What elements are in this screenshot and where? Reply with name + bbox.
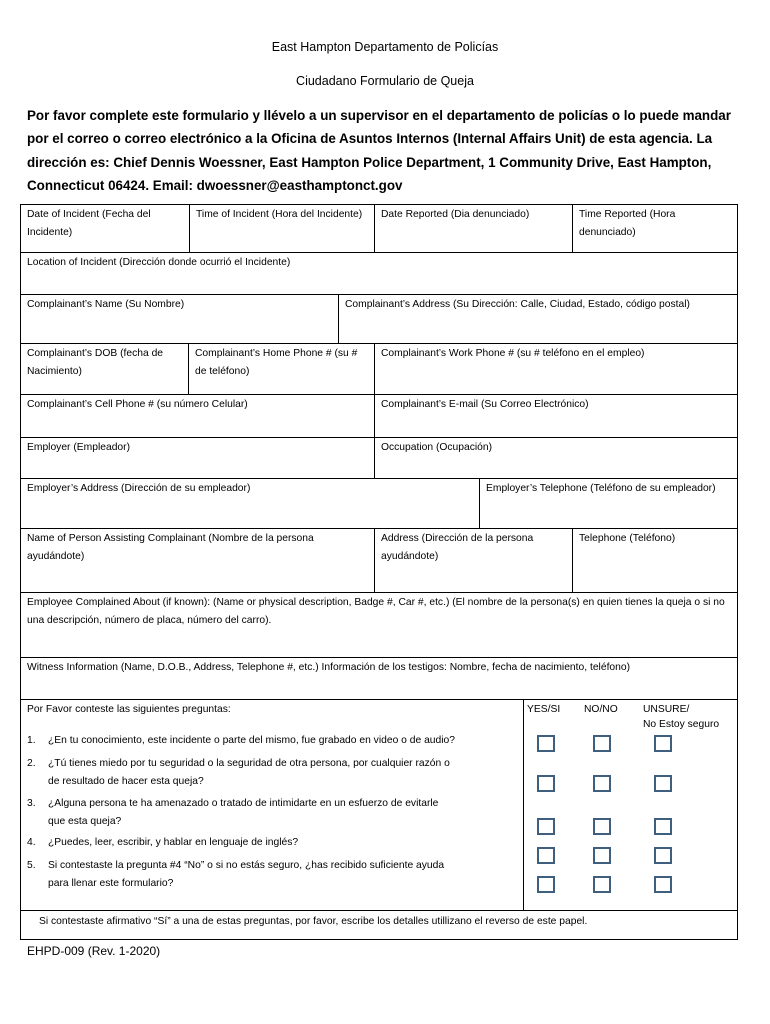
complainant-dob-label: Complainant’s DOB (fecha de Nacimiento) [27,348,164,377]
location-label: Location of Incident (Dirección donde ocurrió el Incidente) [27,257,291,268]
question-3-text [48,795,438,830]
time-reported-field[interactable] [572,204,738,253]
question-5-no-checkbox[interactable] [593,876,611,893]
question-4-number: 4. [27,837,36,848]
form-code: EHPD-009 (Rev. 1-2020) [27,944,161,958]
employee-complained-about-label: Employee Complained About (if known): (Name or physical description, Badge #, Car #, etc.) (El nombre de la persona(s) en quien tienes la queja o si no una descripción, número de placa, número del carro). [27,597,725,626]
question-2-number: 2. [27,758,36,769]
question-3-yes-checkbox[interactable] [537,818,555,835]
date-reported-field[interactable] [374,204,573,253]
unsure-column-header-es: No Estoy seguro [643,719,720,730]
occupation-field[interactable] [374,437,738,479]
date-of-incident-field[interactable] [20,204,190,253]
assisting-person-address-label: Address (Dirección de la persona ayudándote) [381,533,534,562]
question-2-unsure-checkbox[interactable] [654,775,672,792]
question-2-line-1: ¿Tú tienes miedo por tu seguridad o la seguridad de otra persona, por cualquier razón o [48,758,450,769]
employee-complained-about-field[interactable] [20,592,738,658]
instructions-line-2: por el correo o correo electrónico a la Oficina de Asuntos Internos (Internal Affairs Unit) de esta agencia. La [27,131,713,147]
instructions-line-3: dirección es: Chief Dennis Woessner, East Hampton Police Department, 1 Community Drive, East Hampton, [27,154,712,170]
question-2-text [48,755,450,790]
complainant-address-field[interactable] [338,294,738,344]
question-4-yes-checkbox[interactable] [537,847,555,864]
complainant-name-field[interactable] [20,294,339,344]
question-4-no-checkbox[interactable] [593,847,611,864]
question-5-unsure-checkbox[interactable] [654,876,672,893]
question-3-number: 3. [27,798,36,809]
complainant-name-label: Complainant’s Name (Su Nombre) [27,299,185,310]
affirmative-answer-note [20,910,738,940]
witness-information-field[interactable] [20,657,738,700]
form-instructions [27,104,747,197]
instructions-line-1: Por favor complete este formulario y llévelo a un supervisor en el departamento de policías o lo puede mandar [27,108,731,123]
question-1-yes-checkbox[interactable] [537,735,555,752]
time-of-incident-field[interactable] [189,204,375,253]
assisting-person-phone-field[interactable] [572,528,738,593]
employer-phone-label: Employer’s Telephone (Teléfono de su empleador) [486,483,716,494]
question-3-unsure-checkbox[interactable] [654,818,672,835]
question-1-unsure-checkbox[interactable] [654,735,672,752]
question-1-number: 1. [27,735,36,746]
question-4-line-1: ¿Puedes, leer, escribir, y hablar en lenguaje de inglés? [48,837,299,848]
question-2-yes-checkbox[interactable] [537,775,555,792]
assisting-person-name-field[interactable] [20,528,375,593]
work-phone-field[interactable] [374,343,738,395]
question-1-text [48,732,455,750]
assisting-person-phone-label: Telephone (Teléfono) [579,533,676,544]
time-of-incident-label: Time of Incident (Hora del Incidente) [196,209,363,220]
question-5-yes-checkbox[interactable] [537,876,555,893]
assisting-person-name-label: Name of Person Assisting Complainant (Nombre de la persona ayudándote) [27,533,314,562]
witness-information-label: Witness Information (Name, D.O.B., Address, Telephone #, etc.) Información de los testigos: Nombre, fecha de nacimiento, teléfono) [27,662,631,673]
time-reported-label: Time Reported (Hora denunciado) [579,209,676,238]
employer-field[interactable] [20,437,375,479]
question-1-line-1: ¿En tu conocimiento, este incidente o parte del mismo, fue grabado en video o de audio? [48,735,455,746]
occupation-label: Occupation (Ocupación) [381,442,493,453]
question-3-line-1: ¿Alguna persona te ha amenazado o tratado de intimidarte en un esfuerzo de evitarle [48,798,439,809]
complainant-dob-field[interactable] [20,343,189,395]
home-phone-label: Complainant’s Home Phone # (su # de teléfono) [195,348,358,377]
date-reported-label: Date Reported (Dia denunciado) [381,209,530,220]
question-5-line-1: Si contestaste la pregunta #4 “No” o si no estás seguro, ¿has recibido suficiente ayuda [48,860,445,871]
employer-address-label: Employer’s Address (Dirección de su empleador) [27,483,251,494]
location-field[interactable] [20,252,738,295]
date-of-incident-label: Date of Incident (Fecha del Incidente) [27,209,151,238]
question-3-line-2: que esta queja? [48,815,122,827]
question-5-line-2: para llenar este formulario? [48,877,174,889]
question-1-no-checkbox[interactable] [593,735,611,752]
no-column-header: NO/NO [584,704,618,715]
employer-phone-field[interactable] [479,478,738,529]
question-3-no-checkbox[interactable] [593,818,611,835]
instructions-line-4: Connecticut 06424. Email: dwoessner@easthamptonct.gov [27,177,403,193]
form-title: Ciudadano Formulario de Queja [296,74,474,88]
complainant-address-label: Complainant’s Address (Su Dirección: Calle, Ciudad, Estado, código postal) [345,299,690,310]
question-5-number: 5. [27,860,36,871]
cell-phone-field[interactable] [20,394,375,438]
home-phone-field[interactable] [188,343,375,395]
email-field[interactable] [374,394,738,438]
question-2-line-2: de resultado de hacer esta queja? [48,775,204,787]
affirmative-answer-note-text: Si contestaste afirmativo “Sí” a una de estas preguntas, por favor, escribe los detalles utillizano el reverso de este papel. [39,916,588,927]
assisting-person-address-field[interactable] [374,528,573,593]
employer-label: Employer (Empleador) [27,442,131,453]
yes-column-header: YES/SI [527,704,561,715]
unsure-column-header: UNSURE/ [643,704,690,715]
work-phone-label: Complainant’s Work Phone # (su # teléfono en el empleo) [381,348,645,359]
questions-intro: Por Favor conteste las siguientes preguntas: [27,704,231,715]
question-4-text [48,834,298,852]
email-label: Complainant’s E-mail (Su Correo Electrónico) [381,399,589,410]
question-4-unsure-checkbox[interactable] [654,847,672,864]
question-2-no-checkbox[interactable] [593,775,611,792]
employer-address-field[interactable] [20,478,480,529]
form-agency-title: East Hampton Departamento de Policías [271,40,499,54]
question-5-text [48,857,444,892]
cell-phone-label: Complainant’s Cell Phone # (su número Celular) [27,399,248,410]
